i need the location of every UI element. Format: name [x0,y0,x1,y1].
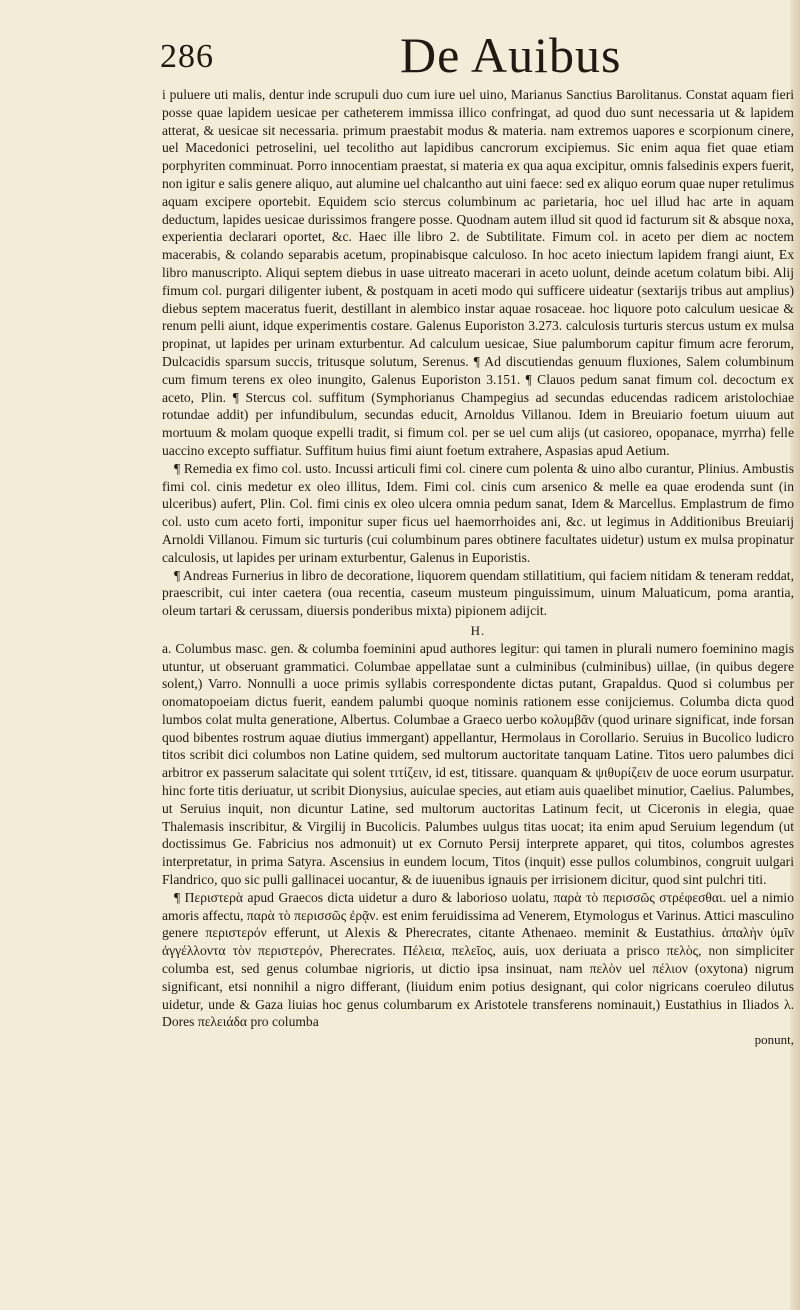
page-number: 286 [160,38,214,75]
paragraph-names-latin: a. Columbus masc. gen. & columba foeminini apud authores legitur: qui tamen in plurali numero foeminino magis utuntur, ut obseruant grammatici. Columbae appellatae sunt a culminibus (culminibus) uillae, (in quibus degere solent,) Varro. Nonnulli a uoce primis syllabis correspondente dictas putant, Grapaldus. Quod si columbus per onomatopoeiam dictus fuerit, eandem palumbi quoque nominis rationem esse conijciemus. Columba dicta quod lumbos colat multa generatione, Albertus. Columbae a Graeco uerbo κολυμβᾶν (quod urinare significat, inde forsan quod bibentes rostrum aquae diutius immergant) appellantur, Hermolaus in Corollario. Seruius in Bucolico ludicro titos scribit dici columbos non Latine quidem, sed multorum auctoritate tanquam Latine. Titos uero palumbes dici arbitror ex passerum salacitate qui solent τιτίζειν, id est, titissare. quanquam & ψιθυρίζειν de uoce eorum usurpatur. hinc forte titis deriuatur, ut scribit Dionysius, auiculae species, aut etiam auis quaelibet minutior, Caelius. Palumbes, ut Seruius inquit, non dicuntur Latine, sed multorum auctoritas Latinum fecit, ut Ciceronis in elegia, quae Thalemasis inscribitur, & Virgilij in Bucolicis. Palumbes uulgus titas uocat; ita enim apud Seruium legendum (ut doctissimus Ge. Fabricius nos admonuit) ut ex Cornuto Persij interprete apparet, qui titos, columbos agrestes interpretatur, in prima Satyra. Ascensius in eundem locum, Titos (inquit) esse pullos columbinos, congruit uulgari Flandrico, quo sic pulli gallinacei uocantur, & de iuuenibus ignauis per irrisionem dicitur, quod sint pulchri titi. [162,640,795,888]
page-header [160,28,770,88]
catchword: ponunt, [754,1032,794,1048]
paragraph-remedies-calculus: i puluere uti malis, dentur inde scrupuli duo cum iure uel uino, Marianus Sanctius Barolitanus. Constat aquam fieri posse quae lapidem uesicae per catheterem immissa illico confringat, ad quod duo sunt necessaria ut & lapidem atterat, & uesicae sit necessaria. primum praestabit modus & materia. nam extremos uapores e scorpionum cinere, uel Macedonici petroselini, uel tecolitho aut lapidibus cancrorum excipiemus. Sic enim aqua fiet quae etiam porphyriten comminuat. Porro innocentiam praestat, si materia ex qua aqua excipitur, omnis falsedinis expers fuerit, non igitur e salis genere aliquo, aut alumine uel chalcantho aut uini faece: sed ex aliquo eorum quae nuper retulimus aquam excipere oportebit. Equidem scio stercus columbinum ac parietaria, hoc uel illud hac arte in aquam deductum, lapides uesicae durissimos frangere posse. Quodnam autem illud sit quod id facturum sit & absque noxa, experientia declarari oportet, &c. Haec ille libro 2. de Subtilitate. Fimum col. in aceto per diem ac noctem macerabis, & colando separabis acetum, propinabisque calculoso. In hoc aceto iniectum lapidem frangi aiunt, Ex libro manuscripto. Aliqui septem diebus in uase uitreato macerari in aceto uolunt, deinde acetum colatum bibi. Alij fimum col. purgari diligenter iubent, & postquam in aceti modo qui sufficere uideatur (sextarijs tribus aut amplius) diebus septem maceratus fuerit, destillant in alembico instar aquae rosaceae. hoc liquore poto calculum uesicae & renum pelli aiunt, idque experimentis costare. Galenus Euporiston 3.273. calculosis turturis stercus ustum ex mulsa propinat, ut lapides per urinam exturbentur. Ad calculum uesicae, Siue palumborum capitur fimum acre ferorum, Dulcacidis sparsum succis, tritusque solutum, Serenus. ¶ Ad discutiendas genuum fluxiones, Salem columbinum cum fimum terens ex oleo inungito, Galenus Euporiston 3.151. ¶ Clauos pedum sanat fimum col. decoctum ex aceto, Plin. ¶ Stercus col. suffitum (Symphorianus Champegius ad secundas educendas radicem aristolochiae rotundae addit) per infundibulum, secundas educit, Arnoldus Villanou. Idem in Breuiario foetum uiuum aut mortuum & molam quoque expelli tradit, si fimum col. per se uel cum alijs (ut casioreo, opopanace, myrrha) felle uaccino excepto suffiatur. Suffitum huius fimi aiunt foetum extrahere, Aspasias apud Aetium. [162,87,794,458]
paragraph-names-greek: ¶ Περιστερὰ apud Graecos dicta uidetur a duro & laborioso uolatu, παρὰ τὸ περισσῶς στρέφεσθαι. uel a nimio amoris affectu, παρὰ τὸ περισσῶς ἐρᾷν. est enim feruidissima ad Venerem, Etymologus et Varinus. Attici masculino genere περιστερόν efferunt, ut Alexis & Pherecrates, citante Athenaeo. meminit & Eustathius. ἁπαλὴν ὑμῖν ἀγγέλλοντα τὸν περιστερόν, Pherecrates. Πέλεια, πελεῖος, auis, uox deriuata a prisco πελὸς, non simpliciter columba est, sed genus columbae nigrioris, ut dictio ipsa insinuat, nam πελὸν uel πέλιον (oxytona) nigrum significant, etsi nonnihil a nigro differant, (liuidum enim potius designant, qui color nigricans coeruleo dilutus uidetur, unde & Gaza liuias hoc genus columbarum ex Aristotele transferens nominauit,) Eustathius in Iliados λ. Dores πελειάδα pro columba [162,889,794,1030]
running-title: De Auibus [400,27,622,83]
paragraph-furnerius: ¶ Andreas Furnerius in libro de decoratione, liquorem quendam stillatitium, qui faciem nitidam & teneram reddat, praescribit, cui inter caetera (oua recentia, caseum musteum pinguissimum, uinum Maluaticum, poma arantia, oleum tartari & cerussam, diuersis ponderibus mixta) pipionem adijcit. [162,567,794,619]
paragraph-remedies-burnt-dung: ¶ Remedia ex fimo col. usto. Incussi articuli fimi col. cinere cum polenta & uino albo curantur, Plinius. Ambustis fimi col. cinis medetur ex oleo illitus, Idem. Fimi col. cinis cum arsenico & melle ea quae erodenda sunt (in ulceribus) aufert, Plin. Col. fimi cinis ex oleo ulcera omnia pedum sanat, Idem & Marcellus. Emplastrum de fimo col. usto cum aceto forti, imponitur super ficus uel haemorrhoides ani, &c. ut legimus in Additionibus Breuiarij Arnoldi Villanou. Fimum sic turturis (cui columbinum pares obtinere facultates uidetur) ustum ex mulsa propinatur calculosis, ut lapides per urinam exturbentur, Galenus in Euporistis. [162,460,794,565]
body-text [162,86,794,1049]
section-mark: H. [470,622,486,638]
